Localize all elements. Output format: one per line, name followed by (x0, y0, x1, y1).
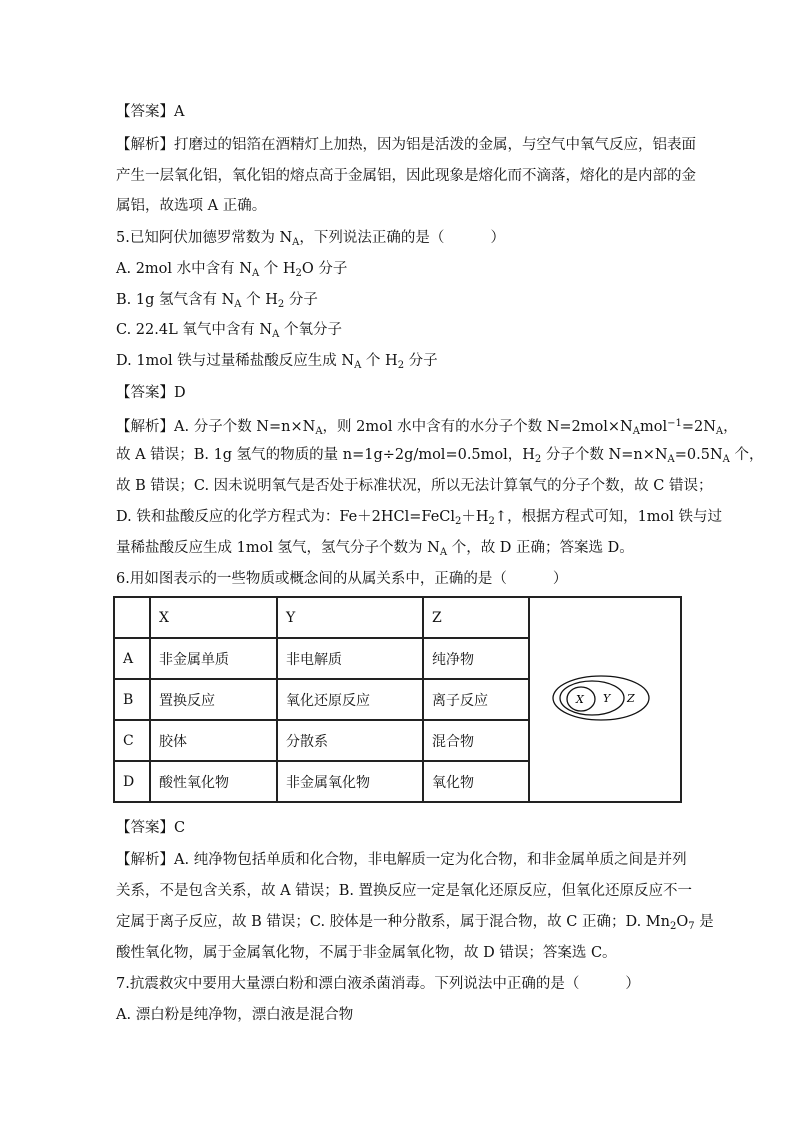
table-cell: 氧化物 (423, 761, 529, 802)
text-line: 【答案】A (116, 104, 185, 120)
table-cell: X (150, 597, 277, 638)
text-line: 产生一层氧化铝，氧化铝的熔点高于金属铝，因此现象是熔化而不滴落，熔化的是内部的金 (116, 168, 696, 184)
text-line: 【答案】D (116, 385, 186, 401)
table-cell: 非金属单质 (150, 638, 277, 679)
table-cell: C (114, 720, 150, 761)
label-x: X (576, 692, 584, 706)
text-line: 酸性氧化物，属于金属氧化物，不属于非金属氧化物，故 D 错误；答案选 C。 (116, 945, 617, 961)
table-cell: A (114, 638, 150, 679)
table-cell: 离子反应 (423, 679, 529, 720)
table-cell: 酸性氧化物 (150, 761, 277, 802)
text-line: A. 漂白粉是纯净物，漂白液是混合物 (116, 1007, 354, 1023)
text-line: 关系，不是包含关系，故 A 错误；B. 置换反应一定是氧化还原反应，但氧化还原反应不一 (116, 883, 693, 899)
text-line: 【解析】A. 分子个数 $N=n\times N_A$，则 2mol 水中含有的水分子个数 $N=2mol\times N_Amol^{-1}=2N_A$， (116, 418, 738, 437)
text-line: 7.抗震救灾中要用大量漂白粉和漂白液杀菌消毒。下列说法中正确的是（ ） (116, 976, 640, 992)
text-line: 故 A 错误；B. 1g 氢气的物质的量 n=1g÷2g/mol=0.5mol，$H_2$ 分子个数 $N=n\times N_A=0.5N_A$ 个， (116, 447, 764, 465)
text-line: 属铝，故选项 A 正确。 (116, 198, 267, 214)
nested-ellipse-diagram (545, 668, 665, 728)
table-cell: 非金属氧化物 (277, 761, 423, 802)
table-cell: 混合物 (423, 720, 529, 761)
text-line: 5.已知阿伏加德罗常数为 $N_A$，下列说法正确的是（ ） (116, 230, 505, 248)
table-cell (114, 597, 150, 638)
table-cell: Z (423, 597, 529, 638)
table-cell: 分散系 (277, 720, 423, 761)
table-cell: B (114, 679, 150, 720)
venn-diagram-cell (529, 597, 681, 802)
table-cell: D (114, 761, 150, 802)
text-line: 定属于离子反应，故 B 错误；C. 胶体是一种分散系，属于混合物，故 C 正确；D. $Mn_2O_7$ 是 (116, 914, 714, 932)
label-z: Z (627, 691, 635, 705)
table-cell: 胶体 (150, 720, 277, 761)
label-y: Y (603, 691, 611, 705)
text-line: 量稀盐酸反应生成 1mol 氢气，氢气分子个数为 $N_A$ 个，故 D 正确；答案选 D。 (116, 540, 634, 558)
text-line: A. 2mol 水中含有 $N_A$ 个 $H_2O$ 分子 (116, 261, 348, 279)
text-line: 【解析】打磨过的铝箔在酒精灯上加热，因为铝是活泼的金属，与空气中氧气反应，铝表面 (116, 137, 696, 153)
text-line: D. 铁和盐酸反应的化学方程式为：$Fe+2HCl=FeCl_2+H_2↑$，根据方程式可知，1mol 铁与过 (116, 509, 723, 527)
text-line: 故 B 错误；C. 因未说明氧气是否处于标准状况，所以无法计算氧气的分子个数，故 C 错误； (116, 478, 713, 494)
text-line: 【解析】A. 纯净物包括单质和化合物，非电解质一定为化合物，和非金属单质之间是并列 (116, 852, 687, 868)
ellipse-y (560, 681, 624, 715)
text-line: B. 1g 氢气含有 $N_A$ 个 $H_2$ 分子 (116, 292, 318, 310)
table-cell: Y (277, 597, 423, 638)
text-line: D. 1mol 铁与过量稀盐酸反应生成 $N_A$ 个 $H_2$ 分子 (116, 353, 438, 371)
text-line: 6.用如图表示的一些物质或概念间的从属关系中，正确的是（ ） (116, 571, 568, 587)
table-cell: 置换反应 (150, 679, 277, 720)
options-table (113, 596, 682, 803)
table-cell: 氧化还原反应 (277, 679, 423, 720)
text-line: C. 22.4L 氧气中含有 $N_A$ 个氧分子 (116, 322, 342, 340)
table-header-row (114, 597, 681, 638)
table-cell: 非电解质 (277, 638, 423, 679)
table-cell: 纯净物 (423, 638, 529, 679)
text-line: 【答案】C (116, 820, 186, 836)
